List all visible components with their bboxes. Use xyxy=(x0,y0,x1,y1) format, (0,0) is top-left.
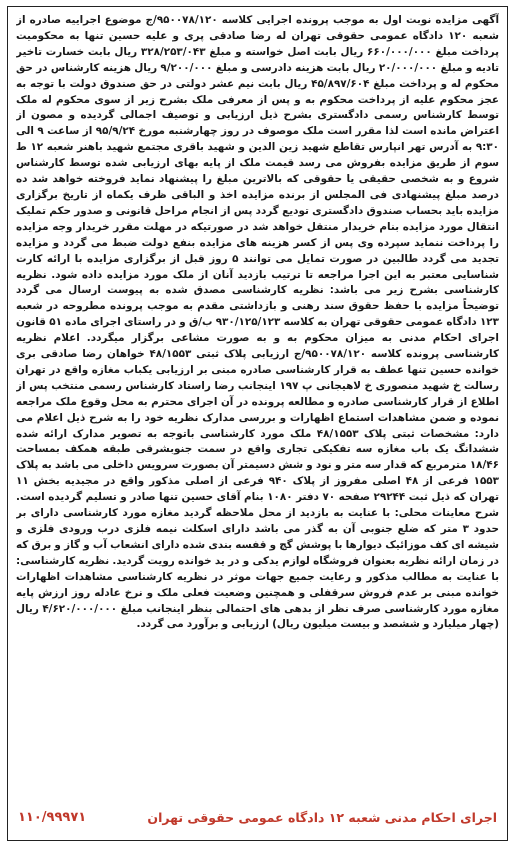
notice-footer xyxy=(18,806,497,828)
issuer-signature: اجرای احکام مدنی شعبه ۱۲ دادگاه عمومی حقوقی تهران xyxy=(147,809,497,825)
notice-number: ۱۱۰/۹۹۹۷۱ xyxy=(18,809,87,825)
notice-frame xyxy=(7,6,508,841)
notice-body-text: آگهی مزایده نوبت اول به موجب پرونده اجرایی کلاسه ۹۵۰۰۷۸/۱۲۰/ج موضوع اجراییه صادره از شعبه ۱۲۰ دادگاه عمومی حقوقی تهران له رضا صادقی پری و علیه حسین تنها به محکومیت پرداخت مبلغ ۶۶۰/۰۰۰/۰۰۰ ریال بابت اصل خواسته و مبلغ ۳۲۸/۲۵۳/۰۴۳ ریال بابت خسارت تاخیر تادیه و مبلغ ۲۰/۰۰۰/۰۰۰ ریال بابت هزینه دادرسی و مبلغ ۹/۲۰۰/۰۰۰ ریال هزینه کارشناس در حق محکوم له و پرداخت مبلغ ۴۵/۸۹۷/۶۰۴ ریال بابت نیم عشر دولتی در حق صندوق دولت با توجه به عجز محکوم علیه از پرداخت محکوم به و پس از معرفی ملک بشرح زیر از سوی محکوم له ملک توسط کارشناس رسمی دادگستری بشرح ذیل ارزیابی و توصیف اجمالی گردیده و مصون از اعتراض مانده است لذا مقرر است ملک موصوف در روز چهارشنبه مورخ ۹۵/۹/۲۴ از ساعت ۹ الی ۹:۳۰ به آدرس تهر انپارس تقاطع شهید زین الدین و شهید باقری مجتمع شهید باهنر شعبه ۱۲ ط سوم از طریق مزایده بفروش می رسد قیمت ملک از پایه بهای ارزیابی شده توسط کارشناس شروع و به شخصی حقیقی یا حقوقی که بالاترین مبلغ را پیشنهاد نماید فروخته خواهد شد ده درصد مبلغ پیشنهادی فی المجلس از برنده مزایده اخذ و الباقی ظرف یکماه از تاریخ برگزاری مزایده باید بحساب صندوق دادگستری تودیع گردد پس از انجام مراحل قانونی و صدور حکم تملیک انتقال مورد مزایده بنام خریدار منتقل خواهد شد در صورتیکه در مهلت مقرر خریدار وجه مزایده را پرداخت ننماید سپرده وی پس از کسر هزینه های مزایده بنفع دولت ضبط می گردد و مزایده تجدید می گردد طالبین در صورت تمایل می توانند ۵ روز قبل از برگزاری مزایده با ارائه کارت شناسایی معتبر به این اجرا مراجعه تا ترتیب بازدید آنان از ملک مورد مزایده داده شود. نظریه کارشناسی بشرح زیر می باشد: نظریه کارشناسی مصدق شده به پیوست ارسال می گردد توضیحاً مزایده با حفظ حقوق سند رهنی و بازداشتی مقدم به موجب پرونده مطروحه در شعبه ۱۲۳ دادگاه عمومی حقوقی تهران به کلاسه ۹۳۰/۱۲۵/۱۲۳ ب/ق و در راستای اجرای ماده ۵۱ قانون اجرای احکام مدنی به میزان محکوم به و به صورت مشاعی برگزار میگردد. اعلام نظریه کارشناسی پرونده کلاسه ۹۵۰۰۷۸/۱۲۰/ج ارزیابی پلاک ثبتی ۴۸/۱۵۵۳ خواهان رضا صادقی بری خوانده حسین تنها عطف به قرار کارشناسی صادره مبنی بر ارزیابی یکباب مغازه واقع در تهران رسالت خ شهید منصوری خ لاهیجانی پ ۱۹۷ اینجانب رضا راستاد کارشناس رسمی منتخب پس از اطلاع از قرار کارشناسی صادره و مطالعه پرونده در آن اجرای محترم به محل وقوع ملک مراجعه نموده و ضمن مشاهدات استماع اظهارات و بررسی مدارک نظریه خود را به شرح ذیل اعلام می دارد: مشخصات ثبتی پلاک ۴۸/۱۵۵۳ ملک مورد کارشناسی باتوجه به تصویر مدارک ارائه شده ششدانگ یک باب مغازه سه تفکیکی تجاری واقع در سمت جنوبشرقی طبقه همکف بمساحت ۱۸/۴۶ مترمربع که قدار سه متر و نود و شش دسیمتر آن بصورت سرویس داخلی می باشد به پلاک ۱۵۵۳ فرعی از ۴۸ اصلی مفروز از پلاک ۹۴۰ فرعی از اصلی مذکور واقع در مجیدیه بخش ۱۱ تهران که ذیل ثبت ۲۹۲۴۴ صفحه ۷۰ دفتر ۱۰۸۰ بنام آقای حسین تنها صادر و تسلیم گردیده است. شرح معاینات محلی: با عنایت به بازدید از محل ملاحظه گردید مغازه مورد کارشناسی دارای بر حدود ۳ متر که ضلع جنوبی آن به گذر می باشد دارای اسکلت نیمه فلزی درب ورودی فلزی و شیشه ای کف موزائیک دیوارها با پوشش گچ و قفسه بندی شده دارای انشعاب آب و گاز و برق که در زمان ارائه نظریه بعنوان فروشگاه لوازم یدکی و در ید خوانده رویت گردید. نظریه کارشناسی: با عنایت به مطالب مذکور و رعایت جمیع جهات موثر در نظریه کارشناسی مشاهدات اظهارات خوانده مبنی بر عدم فروش سرقفلی و همچنین وضعیت فعلی ملک و نرخ عادله روز ارزش پایه مغازه مورد کارشناسی صرف نظر از بدهی های احتمالی بنظر اینجانب مبلغ ۴/۶۲۰/۰۰۰/۰۰۰ ریال (چهار میلیارد و ششصد و بیست میلیون ریال) ارزیابی و برآورد می گردد. xyxy=(16,14,499,631)
